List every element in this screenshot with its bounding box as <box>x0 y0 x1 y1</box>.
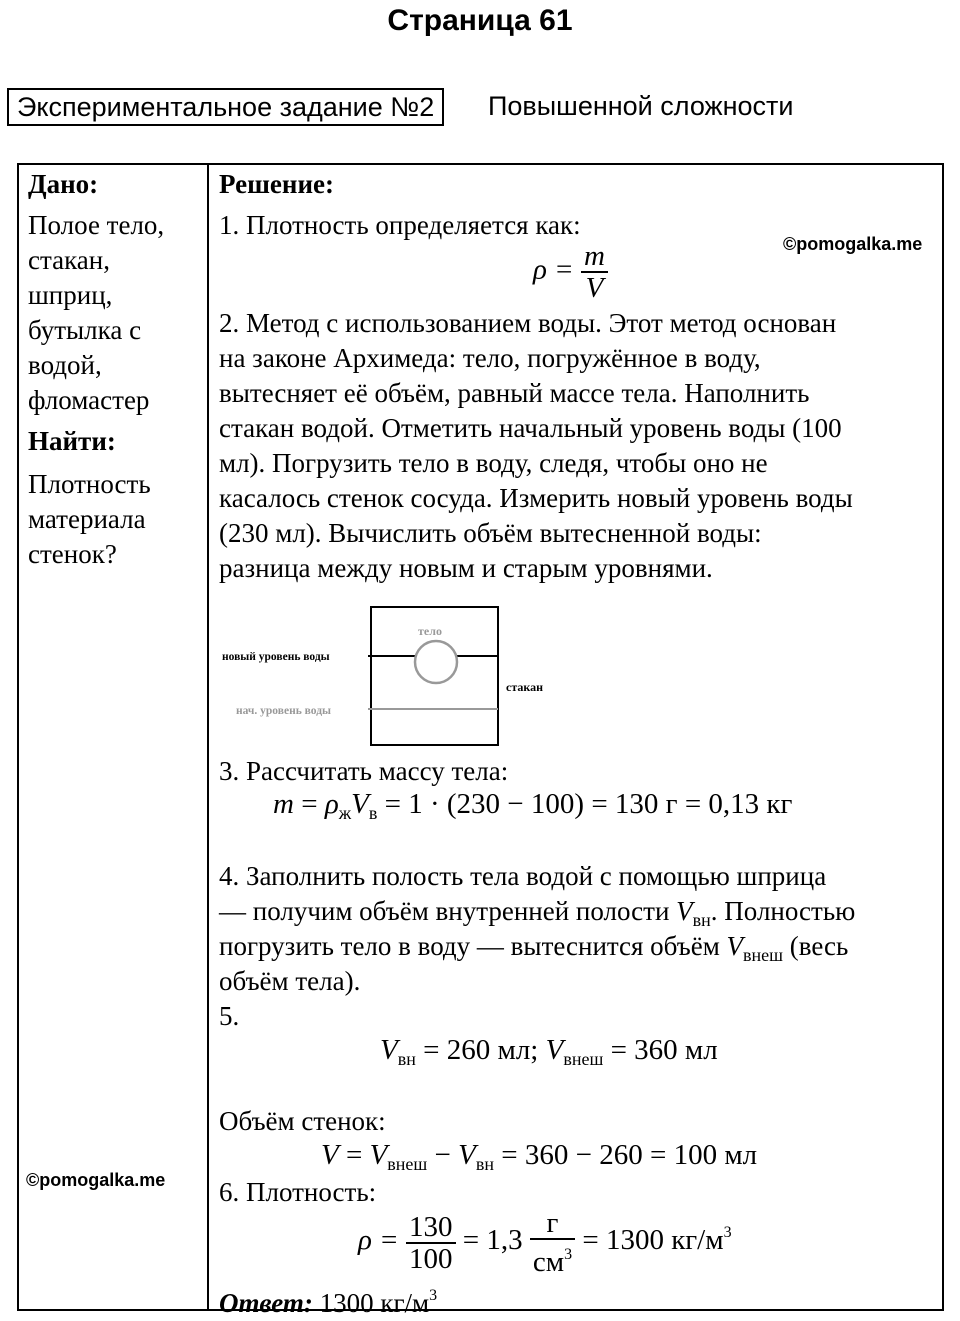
find-heading: Найти: <box>28 426 116 456</box>
step5-text: 5. <box>219 1001 240 1031</box>
step2-line: стакан водой. Отметить начальный уровень воды (100 <box>219 413 842 443</box>
step3-text: 3. Рассчитать массу тела: <box>219 756 509 786</box>
symbol-v: V <box>321 1139 339 1171</box>
equals: = <box>293 788 325 820</box>
superscript: 3 <box>723 1224 732 1242</box>
solution-heading: Решение: <box>219 169 334 199</box>
text: — получим объём внутренней полости <box>219 896 677 926</box>
subscript: в <box>368 803 378 823</box>
symbol-v: V <box>676 896 693 926</box>
watermark-left: ©pomogalka.me <box>26 1170 166 1190</box>
subscript: ж <box>338 803 352 823</box>
formula-volumes <box>380 1034 718 1070</box>
find-line: материала <box>28 504 146 534</box>
fraction <box>530 1208 575 1277</box>
formula-lhs: ρ = <box>358 1224 399 1257</box>
formula-part: = 360 − 260 = 100 мл <box>494 1139 758 1171</box>
subscript: вн <box>692 910 711 930</box>
subscript: вн <box>475 1154 494 1174</box>
minus: − <box>427 1139 459 1171</box>
formula-part: = 1,3 <box>462 1224 523 1257</box>
formula-part: = 1300 кг/м <box>582 1224 724 1257</box>
text: . Полностью <box>710 896 856 926</box>
glass-diagram <box>218 600 558 750</box>
walls-label: Объём стенок: <box>219 1106 386 1136</box>
new-level-label: новый уровень воды <box>222 651 330 663</box>
subscript: внеш <box>563 1049 604 1069</box>
step4-line: объём тела). <box>219 966 361 996</box>
glass-label: стакан <box>506 680 544 694</box>
step2-line: на законе Архимеда: тело, погружённое в воду, <box>219 343 761 373</box>
given-line: водой, <box>28 350 102 380</box>
page-title: Страница 61 <box>387 4 573 37</box>
numerator: m <box>584 240 605 272</box>
formula-density-result <box>358 1208 732 1277</box>
formula-part: = 360 мл <box>603 1034 718 1066</box>
fraction <box>581 241 608 303</box>
watermark-right: ©pomogalka.me <box>783 234 923 254</box>
symbol-v: V <box>458 1139 476 1171</box>
symbol-v: V <box>380 1034 398 1066</box>
given-line: фломастер <box>28 385 150 415</box>
symbol-v: V <box>369 1139 388 1171</box>
given-line: шприц, <box>28 280 113 310</box>
text: погрузить тело в воду — вытеснится объём <box>219 931 727 961</box>
given-heading: Дано: <box>28 169 99 199</box>
step2-line: мл). Погрузить тело в воду, следя, чтобы оно не <box>219 448 768 478</box>
symbol-m: m <box>273 788 294 820</box>
superscript: 3 <box>564 1246 573 1263</box>
answer-label: Ответ: <box>219 1288 313 1318</box>
subscript: внеш <box>743 945 784 965</box>
step2-line: разница между новым и старым уровнями. <box>219 553 713 583</box>
body-label: тело <box>418 624 442 638</box>
step1-text: 1. Плотность определяется как: <box>219 210 581 240</box>
formula-walls-volume <box>321 1139 757 1175</box>
given-line: Полое тело, <box>28 210 165 240</box>
denominator: 100 <box>406 1242 456 1274</box>
step6-text: 6. Плотность: <box>219 1177 377 1207</box>
start-level-label: нач. уровень воды <box>236 705 332 717</box>
formula-lhs: ρ = <box>533 253 574 286</box>
column-divider <box>207 163 209 1311</box>
find-line: стенок? <box>28 539 117 569</box>
equals: = <box>338 1139 370 1171</box>
formula-rest: = 1 · (230 − 100) = 130 г = 0,13 кг <box>377 788 793 820</box>
symbol-v: V <box>545 1034 564 1066</box>
denominator: V <box>581 271 608 303</box>
find-line: Плотность <box>28 469 151 499</box>
answer-value: 1300 кг/м <box>312 1288 430 1318</box>
step2-line: 2. Метод с использованием воды. Этот метод основан <box>219 308 837 338</box>
body-ellipse <box>415 641 457 683</box>
symbol-rho: ρ <box>324 788 339 820</box>
step2-line: касалось стенок сосуда. Измерить новый уровень воды <box>219 483 853 513</box>
given-line: бутылка с <box>28 315 142 345</box>
symbol-v: V <box>351 788 369 820</box>
denominator <box>530 1238 575 1277</box>
step2-line: вытесняет её объём, равный массе тела. Наполнить <box>219 378 810 408</box>
task-label: Экспериментальное задание №2 <box>7 88 444 126</box>
superscript: 3 <box>429 1287 438 1304</box>
formula-part: = 260 мл; <box>415 1034 546 1066</box>
formula-mass <box>273 788 792 824</box>
symbol-v: V <box>726 931 744 961</box>
subscript: внеш <box>387 1154 428 1174</box>
formula-density-definition <box>533 241 608 303</box>
fraction <box>406 1212 456 1274</box>
numerator: г <box>546 1207 559 1239</box>
step2-line: (230 мл). Вычислить объём вытесненной воды: <box>219 518 762 548</box>
numerator: 130 <box>409 1210 453 1243</box>
text: (весь <box>783 931 849 961</box>
subscript: вн <box>397 1049 416 1069</box>
step4-line: 4. Заполнить полость тела водой с помощью шприца <box>219 861 827 891</box>
task-level: Повышенной сложности <box>488 91 794 121</box>
unit-text: см <box>532 1246 565 1278</box>
given-line: стакан, <box>28 245 110 275</box>
answer <box>219 1278 437 1321</box>
